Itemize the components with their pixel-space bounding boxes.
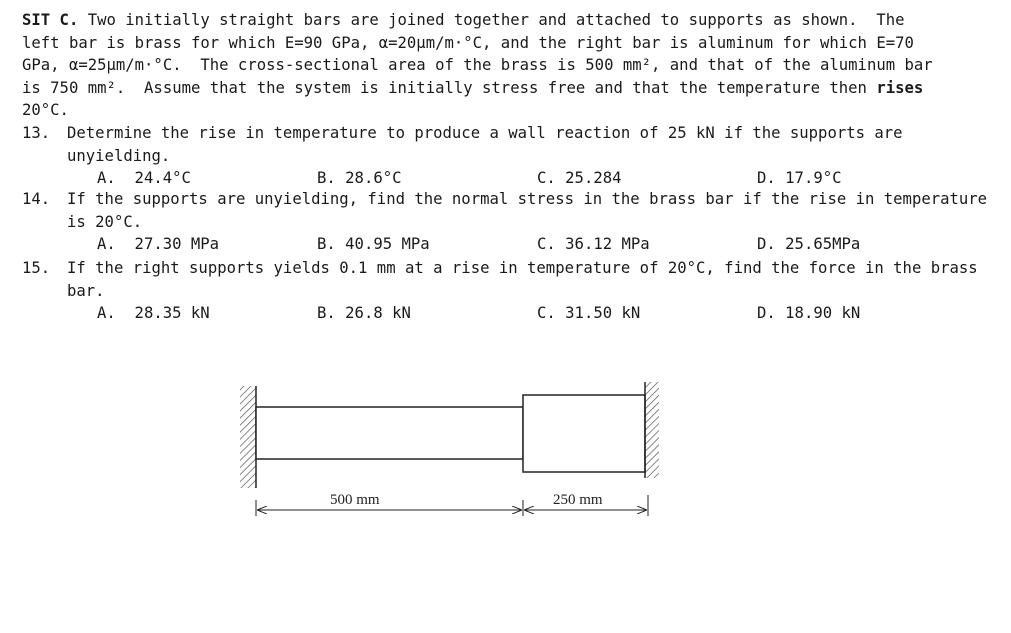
q14-option-b: B. 40.95 MPa [317,235,430,253]
q14-option-a: A. 27.30 MPa [97,235,220,253]
q14-option-c: C. 36.12 MPa [537,235,650,253]
aluminum-length-label: 250 mm [553,492,603,508]
question-text: If the supports are unyielding, find the normal stress in the brass bar if the rise in temperature is 20°C. [67,190,988,231]
q15-option-c: C. 31.50 kN [537,304,641,322]
q13-option-b: B. 28.6°C [317,169,402,187]
q15-option-b: B. 26.8 kN [317,304,411,322]
problem-line-5: 20°C. [22,101,69,120]
question-number: 14. [22,190,51,208]
q15-option-a: A. 28.35 kN [97,304,210,322]
q13-option-c: C. 25.284 [537,169,622,187]
problem-line-2: left bar is brass for which E=90 GPa, α=20μm/m·°C, and the right bar is aluminum for which E=70 [22,33,914,52]
left-wall-support [240,386,256,488]
right-wall-support [645,382,659,478]
q15-option-d: D. 18.90 kN [757,304,861,322]
problem-line-1: Two initially straight bars are joined together and attached to supports as shown. The [78,11,905,29]
brass-bar [256,407,523,459]
question-text: If the right supports yields 0.1 mm at a rise in temperature of 20°C, find the force in the brass bar. [67,259,978,300]
question-number: 13. [22,124,51,142]
question-text: Determine the rise in temperature to produce a wall reaction of 25 kN if the supports are unyielding. [67,124,903,165]
problem-rises-bold: rises [876,78,924,97]
problem-label: SIT C. [22,11,79,29]
brass-length-label: 500 mm [330,492,380,508]
question-number: 15. [22,259,51,277]
q14-option-d: D. 25.65MPa [757,235,861,253]
problem-line-3: GPa, α=25μm/m·°C. The cross-sectional area of the brass is 500 mm², and that of the aluminum bar [22,56,933,75]
problem-line-4: is 750 mm². Assume that the system is initially stress free and that the temperature then [22,78,877,97]
q13-option-a: A. 24.4°C [97,169,191,187]
q13-option-d: D. 17.9°C [757,169,842,187]
aluminum-bar [523,395,645,472]
